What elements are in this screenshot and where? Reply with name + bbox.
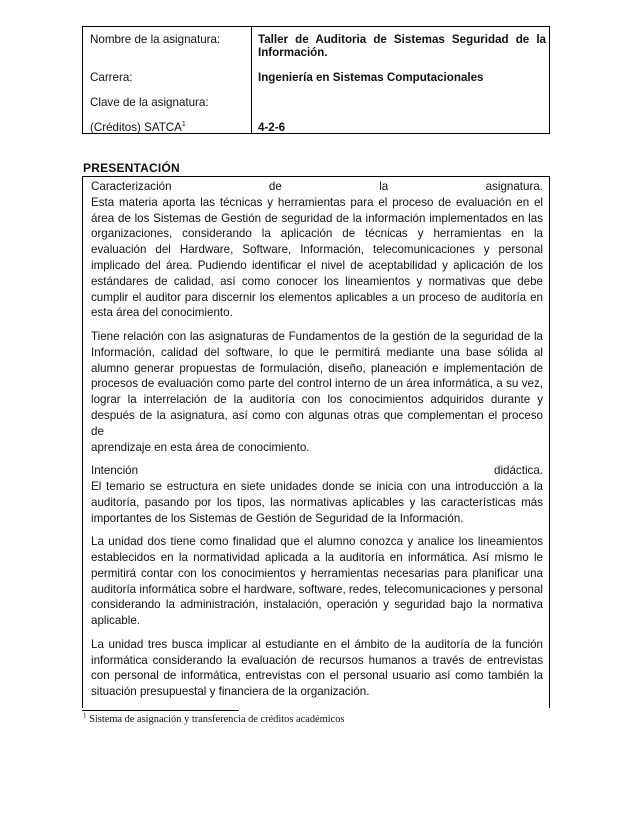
paragraph-line: lograr la interrelación de la auditoría con los conocimientos adquiridos durante y bbox=[91, 393, 543, 407]
subject-name-label: Nombre de la asignatura: bbox=[90, 33, 221, 46]
subject-name-value: Taller de Auditoria de Sistemas Seguridad de la Información. bbox=[258, 33, 546, 59]
paragraph-line: después de la asignatura, así como con algunas otras que complementan el proceso de bbox=[91, 408, 543, 438]
paragraph-line: El temario se estructura en siete unidades donde se inicia con una introducción a la bbox=[91, 479, 543, 493]
paragraph bbox=[91, 179, 543, 321]
footnote-mark: 1 bbox=[83, 711, 87, 720]
paragraph-line: Intención didáctica. bbox=[91, 464, 543, 478]
credits-label-text: (Créditos) SATCA bbox=[90, 121, 182, 134]
paragraph-line: aplicable. bbox=[91, 614, 140, 628]
paragraph-line: implicado del área. Pudiendo identificar el nivel de aceptabilidad y aplicación de los bbox=[91, 258, 543, 272]
section-title: PRESENTACIÓN bbox=[83, 161, 180, 175]
paragraph-line: estándares de calidad, así como conocer los lineamientos y normativas que debe bbox=[91, 274, 543, 288]
paragraph-line: procesos de evaluación como parte del control interno de un área informática, a su vez, bbox=[91, 377, 543, 391]
paragraph-line: situación presupuestal y financiera de la organización. bbox=[91, 685, 370, 699]
paragraph-line: establecidos en la normatividad aplicada a la auditoría en informática. Así mismo le bbox=[91, 550, 543, 564]
paragraph-line: evaluación del Hardware, Software, Información, telecomunicaciones y personal bbox=[91, 243, 543, 257]
table-column-divider bbox=[251, 27, 252, 133]
paragraph-line: Esta materia aporta las técnicas y herramientas para el proceso de evaluación en el bbox=[91, 195, 543, 209]
paragraph-line: organizaciones, considerando la aplicación de técnicas y herramientas en la bbox=[91, 227, 543, 241]
footnote-rule bbox=[82, 710, 239, 711]
paragraph bbox=[91, 329, 543, 455]
paragraph bbox=[91, 637, 543, 700]
paragraph-line: permitirá contar con los conocimientos y herramientas necesarias para planificar una bbox=[91, 566, 543, 580]
paragraph-line: considerando la administración, instalación, operación y seguridad bajo la normativa bbox=[91, 598, 543, 612]
paragraph-line: alumno generar propuestas de formulación, diseño, planeación e implementación de bbox=[91, 361, 543, 375]
paragraph-line: Tiene relación con las asignaturas de Fundamentos de la gestión de la seguridad de la bbox=[91, 329, 543, 343]
course-info-table bbox=[82, 26, 550, 134]
paragraph-line: informática considerando la evaluación de recursos humanos a través de entrevistas bbox=[91, 653, 543, 667]
footnote-reference: 1 bbox=[181, 121, 186, 129]
paragraph-line: importantes de los Sistemas de Gestión de Seguridad de la Información. bbox=[91, 511, 464, 525]
paragraph-line: Caracterización de la asignatura. bbox=[91, 180, 543, 193]
paragraph-line: La unidad dos tiene como finalidad que el alumno conozca y analice los lineamientos bbox=[91, 535, 543, 549]
career-label: Carrera: bbox=[90, 71, 133, 84]
paragraph bbox=[91, 534, 543, 629]
paragraph-line: esta área del conocimiento. bbox=[91, 306, 233, 320]
presentation-box bbox=[82, 176, 550, 708]
subject-key-label: Clave de la asignatura: bbox=[90, 96, 209, 109]
paragraph-line: aprendizaje en esta área de conocimiento. bbox=[91, 440, 310, 454]
credits-value: 4-2-6 bbox=[258, 121, 286, 134]
footnote-text: Sistema de asignación y transferencia de créditos académicos bbox=[89, 714, 345, 725]
paragraph-line: Información, calidad del software, lo que le permitirá mediante una base sólida al bbox=[91, 345, 543, 359]
paragraph-line: área de los Sistemas de Gestión de seguridad de la información implementados en las bbox=[91, 211, 543, 225]
footnote bbox=[83, 711, 345, 725]
career-value: Ingeniería en Sistemas Computacionales bbox=[258, 71, 484, 84]
presentation-content bbox=[91, 179, 543, 708]
paragraph-line: con personal de informática, entrevistas con el personal usuario así como también la bbox=[91, 669, 543, 683]
paragraph bbox=[91, 463, 543, 526]
paragraph-line: La unidad tres busca implicar al estudiante en el ámbito de la auditoría de la función bbox=[91, 637, 543, 651]
paragraph-line: cumplir el auditor para discernir los elementos aplicables a un proceso de auditoría en bbox=[91, 290, 543, 304]
paragraph-line: auditoría informática sobre el hardware, software, redes, telecomunicaciones y personal bbox=[91, 582, 543, 596]
credits-label bbox=[90, 121, 186, 134]
paragraph-line: auditoría, pasando por los tipos, las normativas aplicables y las características más bbox=[91, 495, 543, 509]
